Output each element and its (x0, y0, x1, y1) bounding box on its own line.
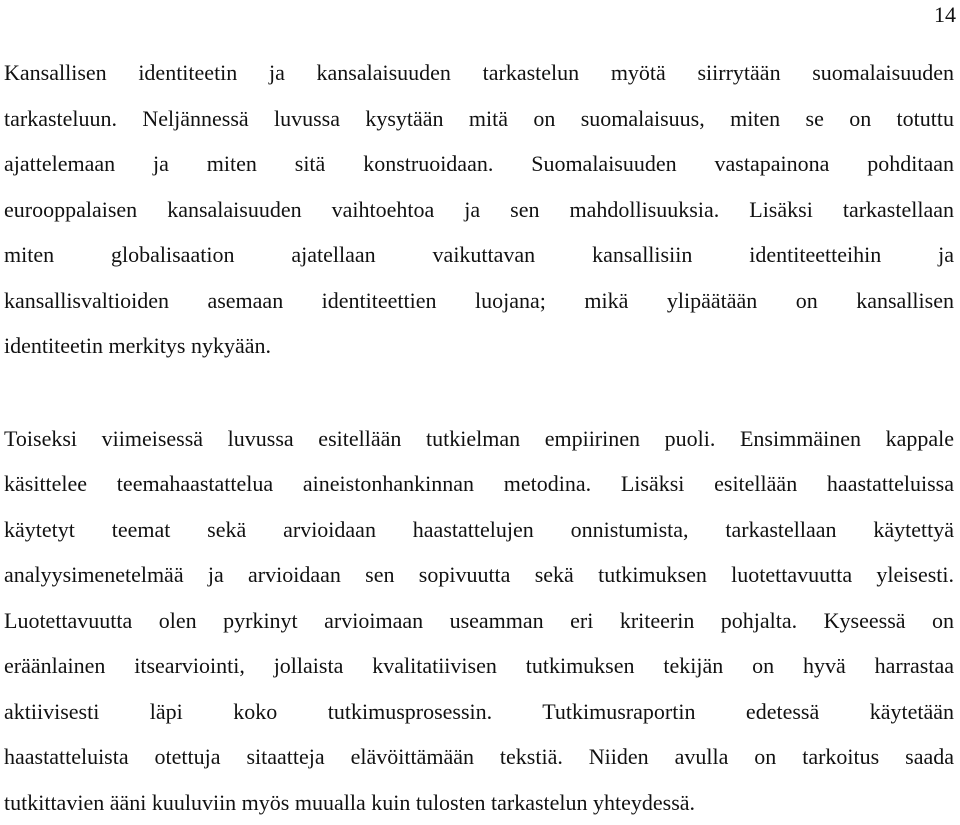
text-line: tutkittavien ääni kuuluviin myös muualla kuin tulosten tarkastelun yhteydessä. (4, 780, 954, 825)
text-line: kansallisvaltioiden asemaan identiteettien luojana; mikä ylipäätään on kansallisen (4, 278, 954, 324)
text-line: käytetyt teemat sekä arvioidaan haastattelujen onnistumista, tarkastellaan käytettyä (4, 507, 954, 553)
text-line: haastatteluista otettuja sitaatteja elävöittämään tekstiä. Niiden avulla on tarkoitus saada (4, 734, 954, 780)
text-line: Luotettavuutta olen pyrkinyt arvioimaan useamman eri kriteerin pohjalta. Kyseessä on (4, 598, 954, 644)
text-line: tarkasteluun. Neljännessä luvussa kysytään mitä on suomalaisuus, miten se on totuttu (4, 96, 954, 142)
page-number: 14 (934, 2, 956, 28)
text-line: eurooppalaisen kansalaisuuden vaihtoehtoa ja sen mahdollisuuksia. Lisäksi tarkastellaan (4, 187, 954, 233)
text-line: Kansallisen identiteetin ja kansalaisuuden tarkastelun myötä siirrytään suomalaisuuden (4, 50, 954, 96)
text-line: käsittelee teemahaastattelua aineistonhankinnan metodina. Lisäksi esitellään haastatteluissa (4, 461, 954, 507)
paragraph-spacer (4, 369, 954, 416)
paragraph-intro-national-identity (4, 50, 954, 369)
text-line: miten globalisaation ajatellaan vaikuttavan kansallisiin identiteetteihin ja (4, 232, 954, 278)
text-line: aktiivisesti läpi koko tutkimusprosessin. Tutkimusraportin edetessä käytetään (4, 689, 954, 735)
document-body (4, 50, 954, 825)
text-line: Toiseksi viimeisessä luvussa esitellään tutkielman empiirinen puoli. Ensimmäinen kappale (4, 416, 954, 462)
paragraph-empirical-section (4, 416, 954, 825)
text-line: analyysimenetelmää ja arvioidaan sen sopivuutta sekä tutkimuksen luotettavuutta yleisesti. (4, 552, 954, 598)
text-line: identiteetin merkitys nykyään. (4, 323, 954, 369)
text-line: eräänlainen itsearviointi, jollaista kvalitatiivisen tutkimuksen tekijän on hyvä harrastaa (4, 643, 954, 689)
text-line: ajattelemaan ja miten sitä konstruoidaan. Suomalaisuuden vastapainona pohditaan (4, 141, 954, 187)
